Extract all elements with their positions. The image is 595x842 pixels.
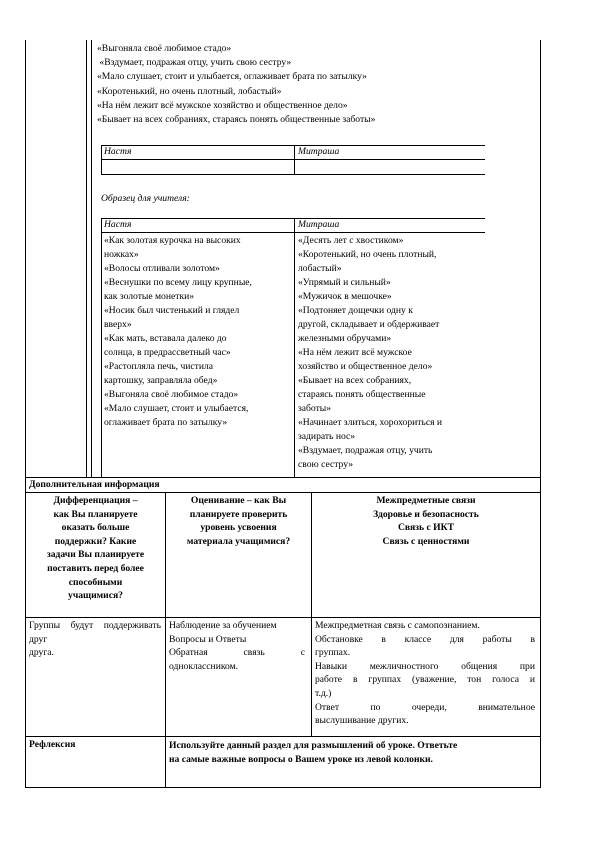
content-line: Наблюдение за обучением	[169, 620, 277, 631]
quote-line: «Бывает на всех собраниях, стараясь понять общественные заботы»	[97, 114, 376, 125]
header-line: Здоровье и безопасность	[373, 508, 479, 520]
header-crosscurricular	[312, 494, 540, 548]
mitrasha-line: заботы»	[298, 403, 332, 414]
content-line: работе в группах (уважение, тон голоса и	[315, 674, 535, 686]
header-line: поддержки? Какие	[54, 535, 137, 547]
mitrasha-line: «На нём лежит всё мужское	[298, 347, 412, 358]
additional-info-title: Дополнительная информация	[29, 479, 160, 490]
mitrasha-line: «Подтоняет дощечки одну к	[298, 305, 413, 316]
quote-line: «Коротенький, но очень плотный, лобастый»	[97, 86, 282, 97]
mitrasha-line: другой, складывает и обдерживает	[298, 319, 440, 330]
nastya-line: «Как золотая курочка на высоких	[104, 235, 241, 246]
col-header-mitrasha: Митраша	[298, 146, 340, 157]
nastya-line: картошку, заправляла обед»	[104, 375, 218, 386]
assessment-content	[169, 619, 307, 673]
header-line: уровень усвоения	[200, 522, 277, 534]
nastya-line: «Носик был чистенький и глядел	[104, 305, 240, 316]
differentiation-content	[29, 619, 161, 660]
nastya-line: «Мало слушает, стоит и улыбается,	[104, 403, 249, 414]
table-line	[101, 145, 485, 146]
header-assessment	[166, 494, 311, 548]
mitrasha-line: «Бывает на всех собраниях,	[298, 375, 412, 386]
table-line	[101, 218, 485, 219]
content-line: Ответ по очереди, внимательное	[315, 701, 535, 713]
mitrasha-line: «Упрямый и сильный»	[298, 277, 391, 288]
mitrasha-line: стараясь понять общественные	[298, 389, 426, 400]
nastya-line: вверх»	[104, 319, 132, 330]
nastya-line: «Веснушки по всему лицу крупные,	[104, 277, 252, 288]
header-line: Связь с ценностями	[382, 535, 470, 547]
content-line: Вопросы и Ответы	[169, 633, 247, 645]
nastya-line: «Волосы отливали золотом»	[104, 263, 220, 274]
outer-border-bottom	[25, 787, 541, 788]
mitrasha-line: свою сестру»	[298, 459, 354, 470]
col-header-mitrasha: Митраша	[298, 219, 340, 230]
reflection-line: Используйте данный раздел для размышлений об уроке. Ответьте	[169, 740, 458, 751]
reflection-line: на самые важные вопросы о Вашем уроке из левой колонки.	[169, 753, 433, 765]
quote-line: «Мало слушает, стоит и улыбается, оглаживает брата по затылку»	[97, 71, 367, 82]
content-line: Навыки межличностного общения при	[315, 660, 535, 672]
col-header-nastya: Настя	[104, 146, 132, 157]
section-line	[25, 617, 541, 618]
content-line: Межпредметная связь с самопознанием.	[315, 620, 480, 631]
teacher-sample-label: Образец для учителя:	[101, 193, 190, 204]
nastya-line: как золотые монетки»	[104, 291, 195, 302]
inner-column-left-a	[86, 40, 87, 477]
nastya-line: «Как мать, вставала далеко до	[104, 333, 227, 344]
table-line	[294, 145, 295, 175]
quote-line: «На нём лежит всё мужское хозяйство и общественное дело»	[97, 100, 348, 111]
table-line	[101, 232, 485, 233]
header-line: учащимися?	[68, 590, 123, 602]
header-line: Оценивание – как Вы	[190, 495, 287, 506]
mitrasha-line: железными обручами»	[298, 333, 392, 344]
mitrasha-line: «Коротенький, но очень плотный,	[298, 249, 437, 260]
header-line: поставить перед более	[47, 562, 144, 574]
inner-column-left-b	[91, 40, 92, 477]
mitrasha-line: «Вздумает, подражая отцу, учить	[298, 445, 433, 456]
content-line: Обратная связь с	[169, 647, 305, 659]
section-line	[25, 736, 541, 737]
outer-border-right	[540, 40, 541, 788]
content-line: Группы будут поддерживать друг	[29, 620, 161, 645]
mitrasha-line: задирать нос»	[298, 431, 356, 442]
reflection-label: Рефлексия	[29, 739, 76, 750]
header-line: Связь с ИКТ	[398, 522, 454, 534]
mitrasha-line: хозяйство и общественное дело»	[298, 361, 433, 372]
nastya-line: «Растопляла печь, чистила	[104, 361, 214, 372]
table-line	[101, 145, 102, 175]
table-line	[294, 218, 295, 478]
header-line: как Вы планируете	[53, 508, 138, 520]
content-line: выслушивание других.	[315, 715, 409, 727]
crosscurricular-content	[315, 619, 537, 728]
table-line	[101, 218, 102, 478]
nastya-line: «Выгоняла своё любимое стадо»	[104, 389, 239, 400]
content-line: одноклассником.	[169, 660, 239, 672]
content-line: т.д.)	[315, 687, 332, 699]
header-differentiation	[26, 494, 165, 603]
outer-border-left	[25, 40, 26, 788]
reflection-text	[169, 739, 537, 766]
header-line: оказать больше	[61, 522, 130, 534]
header-line: способными	[68, 576, 123, 588]
nastya-line: солнца, в предрассветный час»	[104, 347, 231, 358]
header-line: материала учащимися?	[186, 535, 291, 547]
content-line: группах.	[315, 647, 351, 659]
mitrasha-line: лобастый»	[298, 263, 342, 274]
table-line	[101, 174, 485, 175]
quote-line: «Выгоняла своё любимое стадо»	[97, 43, 232, 54]
header-line: Межпредметные связи	[376, 495, 476, 506]
nastya-line: ножках»	[104, 249, 139, 260]
header-line: планируете проверить	[189, 508, 288, 520]
quote-line: «Вздумает, подражая отцу, учить свою сестру»	[97, 57, 292, 68]
content-line: друга.	[29, 647, 54, 659]
mitrasha-line: «Десять лет с хвостиком»	[298, 235, 404, 246]
mitrasha-line: «Начинает злиться, хорохориться и	[298, 417, 443, 428]
section-line	[25, 492, 541, 493]
nastya-line: оглаживает брата по затылку»	[104, 417, 228, 428]
content-line: Обстановке в классе для работы в	[315, 633, 535, 645]
col-header-nastya: Настя	[104, 219, 132, 230]
header-line: Дифференциация –	[53, 495, 138, 506]
header-line: задачи Вы планируете	[46, 549, 145, 561]
mitrasha-line: «Мужичок в мешочке»	[298, 291, 392, 302]
table-line	[101, 159, 485, 160]
